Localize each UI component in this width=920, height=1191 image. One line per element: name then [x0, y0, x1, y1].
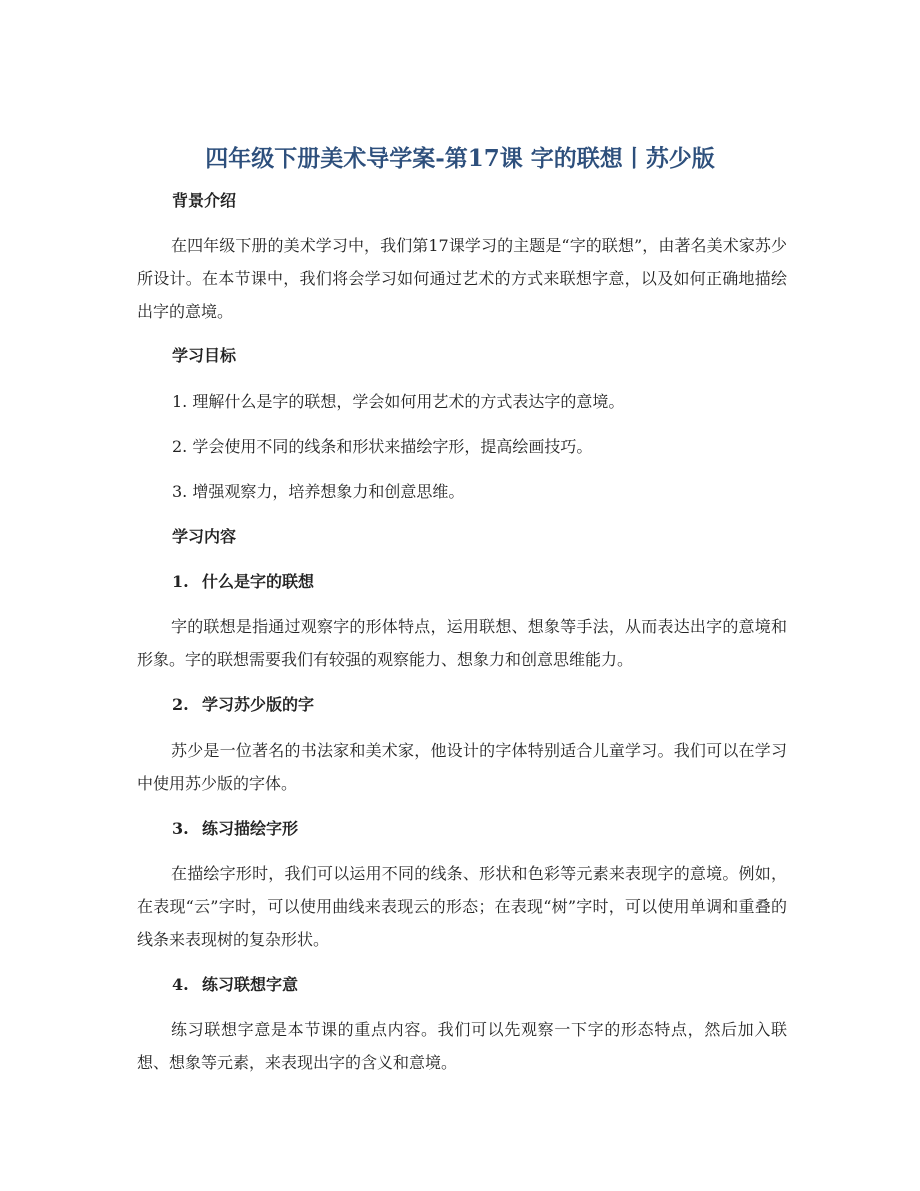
- background-paragraph: 在四年级下册的美术学习中，我们第17课学习的主题是“字的联想”，由著名美术家苏少所设计。在本节课中，我们将会学习如何通过艺术的方式来联想字意，以及如何正确地描绘出字的意境。: [137, 236, 787, 321]
- subsection-title: 学习苏少版的字: [202, 695, 315, 714]
- section-heading-background: 背景介绍: [172, 191, 237, 210]
- subsection-number: 3.: [172, 819, 189, 838]
- section-heading-goals: 学习目标: [172, 346, 237, 365]
- subsection-heading-2: [172, 694, 314, 716]
- subsection-heading-3: [172, 818, 298, 840]
- goal-item-2: 2. 学会使用不同的线条和形状来描绘字形，提高绘画技巧。: [172, 437, 593, 456]
- section-heading-content: 学习内容: [172, 527, 237, 546]
- document-title: 四年级下册美术导学案-第17课 字的联想丨苏少版: [205, 145, 715, 172]
- subsection-paragraph-3: 在描绘字形时，我们可以运用不同的线条、形状和色彩等元素来表现字的意境。例如，在表现“云”字时，可以使用曲线来表现云的形态；在表现“树”字时，可以使用单调和重叠的线条来表现树的复杂形状。: [137, 864, 787, 949]
- subsection-title: 练习描绘字形: [202, 819, 299, 838]
- subsection-heading-4: [172, 974, 298, 996]
- goal-item-3: 3. 增强观察力，培养想象力和创意思维。: [172, 482, 465, 501]
- subsection-title: 练习联想字意: [202, 975, 299, 994]
- subsection-number: 2.: [172, 695, 189, 714]
- subsection-heading-1: [172, 571, 314, 593]
- subsection-paragraph-2: 苏少是一位著名的书法家和美术家，他设计的字体特别适合儿童学习。我们可以在学习中使用苏少版的字体。: [137, 741, 787, 793]
- subsection-number: 4.: [172, 975, 189, 994]
- goal-item-1: 1. 理解什么是字的联想，学会如何用艺术的方式表达字的意境。: [172, 392, 625, 411]
- subsection-paragraph-1: 字的联想是指通过观察字的形体特点，运用联想、想象等手法，从而表达出字的意境和形象。字的联想需要我们有较强的观察能力、想象力和创意思维能力。: [137, 617, 787, 669]
- subsection-title: 什么是字的联想: [202, 572, 315, 591]
- subsection-number: 1.: [172, 572, 189, 591]
- subsection-paragraph-4: 练习联想字意是本节课的重点内容。我们可以先观察一下字的形态特点，然后加入联想、想象等元素，来表现出字的含义和意境。: [137, 1020, 787, 1072]
